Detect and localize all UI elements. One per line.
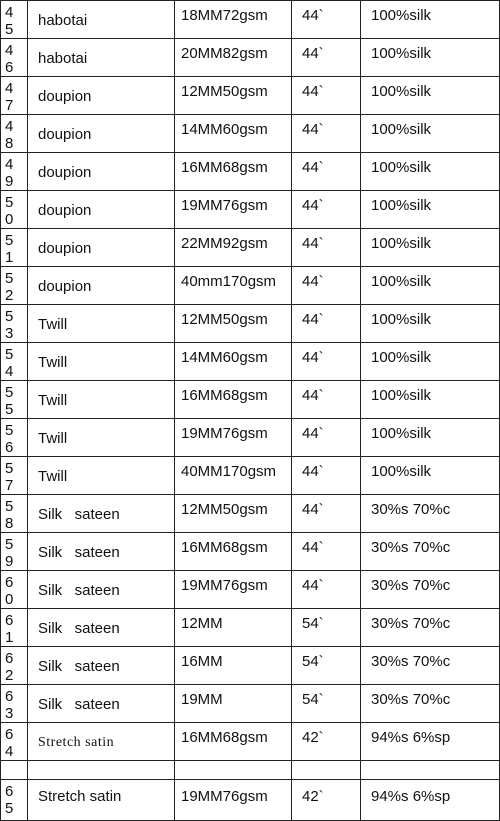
fabric-width: 44` [302, 45, 324, 62]
row-number-cell [1, 267, 28, 305]
table-body [1, 1, 500, 821]
blank-cell [1, 761, 28, 780]
fabric-name-cell [28, 39, 175, 77]
row-number-digit: 7 [5, 97, 14, 114]
row-number-digit: 6 [5, 688, 14, 705]
width-cell [292, 685, 361, 723]
fabric-weight: 16MM68gsm [181, 539, 268, 556]
weight-cell [175, 609, 292, 647]
row-number-cell [1, 305, 28, 343]
fabric-width: 54` [302, 653, 324, 670]
row-number-cell [1, 609, 28, 647]
row-number-digit: 6 [5, 783, 14, 800]
fabric-name-cell [28, 419, 175, 457]
fabric-name: doupion [38, 88, 92, 105]
fabric-weight: 19MM76gsm [181, 577, 268, 594]
row-number-digit: 4 [5, 4, 14, 21]
fabric-name: Silk sateen [38, 544, 120, 561]
row-number-cell [1, 39, 28, 77]
weight-cell [175, 381, 292, 419]
fabric-weight: 14MM60gsm [181, 121, 268, 138]
table-row [1, 153, 500, 191]
fabric-name-cell [28, 1, 175, 39]
fabric-name-cell [28, 609, 175, 647]
table-row [1, 457, 500, 495]
fabric-name: Twill [38, 468, 68, 485]
table-row [1, 571, 500, 609]
weight-cell [175, 39, 292, 77]
fabric-name-cell [28, 153, 175, 191]
fabric-composition: 100%silk [371, 463, 432, 480]
weight-cell [175, 77, 292, 115]
width-cell [292, 267, 361, 305]
fabric-width: 44` [302, 349, 324, 366]
table-row [1, 495, 500, 533]
row-number-cell [1, 77, 28, 115]
width-cell [292, 723, 361, 761]
composition-cell [361, 647, 500, 685]
table-row [1, 39, 500, 77]
table-row [1, 609, 500, 647]
composition-cell [361, 77, 500, 115]
fabric-width: 42` [302, 788, 324, 805]
row-number-cell [1, 419, 28, 457]
width-cell [292, 1, 361, 39]
composition-cell [361, 343, 500, 381]
fabric-width: 42` [302, 729, 324, 746]
fabric-composition: 30%s 70%c [371, 615, 451, 632]
row-number-digit: 0 [5, 211, 14, 228]
fabric-composition: 100%silk [371, 159, 432, 176]
fabric-composition: 100%silk [371, 235, 432, 252]
weight-cell [175, 533, 292, 571]
row-number-digit: 9 [5, 173, 14, 190]
composition-cell [361, 115, 500, 153]
width-cell [292, 419, 361, 457]
fabric-weight: 22MM92gsm [181, 235, 268, 252]
weight-cell [175, 571, 292, 609]
weight-cell [175, 780, 292, 821]
weight-cell [175, 305, 292, 343]
row-number-digit: 6 [5, 439, 14, 456]
table-row [1, 229, 500, 267]
fabric-name: Silk sateen [38, 658, 120, 675]
row-number-digit: 3 [5, 705, 14, 722]
table-row [1, 267, 500, 305]
weight-cell [175, 191, 292, 229]
composition-cell [361, 780, 500, 821]
table-row [1, 780, 500, 821]
fabric-composition: 100%silk [371, 349, 432, 366]
fabric-width: 44` [302, 7, 324, 24]
width-cell [292, 343, 361, 381]
table-row [1, 419, 500, 457]
row-number-cell [1, 571, 28, 609]
blank-cell [175, 761, 292, 780]
fabric-weight: 12MM50gsm [181, 501, 268, 518]
fabric-name: habotai [38, 12, 88, 29]
weight-cell [175, 723, 292, 761]
row-number-digit: 7 [5, 477, 14, 494]
row-number-digit: 4 [5, 80, 14, 97]
row-number-cell [1, 191, 28, 229]
row-number-cell [1, 495, 28, 533]
fabric-name-cell [28, 229, 175, 267]
width-cell [292, 495, 361, 533]
row-number-digit: 5 [5, 346, 14, 363]
composition-cell [361, 571, 500, 609]
composition-cell [361, 457, 500, 495]
row-number-digit: 2 [5, 667, 14, 684]
fabric-name-cell [28, 533, 175, 571]
composition-cell [361, 1, 500, 39]
table-row [1, 723, 500, 761]
fabric-width: 44` [302, 159, 324, 176]
row-number-cell [1, 685, 28, 723]
fabric-name: Twill [38, 392, 68, 409]
row-number-digit: 6 [5, 612, 14, 629]
blank-row [1, 761, 500, 780]
fabric-name-cell [28, 381, 175, 419]
weight-cell [175, 647, 292, 685]
fabric-name: habotai [38, 50, 88, 67]
fabric-name-cell [28, 780, 175, 821]
fabric-weight: 12MM50gsm [181, 311, 268, 328]
row-number-digit: 4 [5, 363, 14, 380]
fabric-composition: 100%silk [371, 273, 432, 290]
fabric-composition: 100%silk [371, 83, 432, 100]
width-cell [292, 381, 361, 419]
fabric-name: doupion [38, 126, 92, 143]
blank-cell [292, 761, 361, 780]
fabric-weight: 16MM68gsm [181, 729, 268, 746]
composition-cell [361, 685, 500, 723]
fabric-composition: 100%silk [371, 425, 432, 442]
fabric-composition: 100%silk [371, 387, 432, 404]
fabric-name: Silk sateen [38, 696, 120, 713]
fabric-weight: 18MM72gsm [181, 7, 268, 24]
table-row [1, 1, 500, 39]
fabric-weight: 16MM68gsm [181, 159, 268, 176]
row-number-digit: 5 [5, 401, 14, 418]
composition-cell [361, 229, 500, 267]
width-cell [292, 533, 361, 571]
row-number-cell [1, 647, 28, 685]
row-number-digit: 5 [5, 536, 14, 553]
fabric-name: doupion [38, 278, 92, 295]
fabric-width: 44` [302, 501, 324, 518]
fabric-weight: 40mm170gsm [181, 273, 277, 290]
blank-cell [28, 761, 175, 780]
fabric-width: 44` [302, 387, 324, 404]
row-number-cell [1, 1, 28, 39]
fabric-name: doupion [38, 202, 92, 219]
fabric-width: 44` [302, 463, 324, 480]
width-cell [292, 229, 361, 267]
fabric-name: Stretch satin [38, 735, 115, 750]
width-cell [292, 77, 361, 115]
fabric-name: Silk sateen [38, 582, 120, 599]
table-row [1, 115, 500, 153]
table-row [1, 381, 500, 419]
weight-cell [175, 153, 292, 191]
fabric-name-cell [28, 647, 175, 685]
fabric-weight: 14MM60gsm [181, 349, 268, 366]
row-number-digit: 5 [5, 270, 14, 287]
row-number-cell [1, 229, 28, 267]
fabric-width: 54` [302, 615, 324, 632]
row-number-digit: 0 [5, 591, 14, 608]
fabric-composition: 100%silk [371, 197, 432, 214]
weight-cell [175, 267, 292, 305]
fabric-name-cell [28, 495, 175, 533]
row-number-digit: 4 [5, 42, 14, 59]
width-cell [292, 609, 361, 647]
row-number-digit: 5 [5, 460, 14, 477]
row-number-digit: 5 [5, 194, 14, 211]
weight-cell [175, 1, 292, 39]
fabric-weight: 12MM [181, 615, 223, 632]
weight-cell [175, 495, 292, 533]
fabric-width: 44` [302, 121, 324, 138]
fabric-width: 44` [302, 311, 324, 328]
composition-cell [361, 305, 500, 343]
row-number-digit: 5 [5, 422, 14, 439]
fabric-weight: 16MM68gsm [181, 387, 268, 404]
width-cell [292, 153, 361, 191]
fabric-composition: 100%silk [371, 7, 432, 24]
table-row [1, 191, 500, 229]
fabric-name-cell [28, 571, 175, 609]
fabric-width: 44` [302, 197, 324, 214]
fabric-weight: 20MM82gsm [181, 45, 268, 62]
composition-cell [361, 609, 500, 647]
fabric-name-cell [28, 267, 175, 305]
row-number-digit: 6 [5, 59, 14, 76]
width-cell [292, 305, 361, 343]
blank-cell [361, 761, 500, 780]
row-number-digit: 2 [5, 287, 14, 304]
fabric-weight: 19MM76gsm [181, 197, 268, 214]
fabric-weight: 16MM [181, 653, 223, 670]
fabric-composition: 30%s 70%c [371, 501, 451, 518]
row-number-digit: 5 [5, 308, 14, 325]
fabric-composition: 100%silk [371, 121, 432, 138]
fabric-weight: 40MM170gsm [181, 463, 277, 480]
fabric-name-cell [28, 115, 175, 153]
fabric-name: doupion [38, 164, 92, 181]
fabric-width: 44` [302, 273, 324, 290]
fabric-name: Silk sateen [38, 620, 120, 637]
width-cell [292, 39, 361, 77]
composition-cell [361, 267, 500, 305]
fabric-name: Stretch satin [38, 788, 122, 805]
row-number-cell [1, 343, 28, 381]
fabric-name: Twill [38, 430, 68, 447]
weight-cell [175, 115, 292, 153]
composition-cell [361, 723, 500, 761]
width-cell [292, 115, 361, 153]
table-row [1, 343, 500, 381]
row-number-cell [1, 381, 28, 419]
composition-cell [361, 419, 500, 457]
fabric-name-cell [28, 685, 175, 723]
composition-cell [361, 39, 500, 77]
fabric-name: Silk sateen [38, 506, 120, 523]
row-number-digit: 5 [5, 498, 14, 515]
row-number-digit: 4 [5, 156, 14, 173]
fabric-width: 54` [302, 691, 324, 708]
table-row [1, 647, 500, 685]
fabric-name-cell [28, 191, 175, 229]
fabric-composition: 100%silk [371, 45, 432, 62]
composition-cell [361, 191, 500, 229]
weight-cell [175, 419, 292, 457]
fabric-name-cell [28, 457, 175, 495]
row-number-digit: 5 [5, 800, 14, 817]
width-cell [292, 571, 361, 609]
fabric-name: doupion [38, 240, 92, 257]
composition-cell [361, 495, 500, 533]
weight-cell [175, 229, 292, 267]
row-number-digit: 8 [5, 135, 14, 152]
fabric-name: Twill [38, 316, 68, 333]
table-row [1, 685, 500, 723]
fabric-composition: 30%s 70%c [371, 539, 451, 556]
composition-cell [361, 533, 500, 571]
fabric-weight: 12MM50gsm [181, 83, 268, 100]
row-number-cell [1, 780, 28, 821]
fabric-composition: 100%silk [371, 311, 432, 328]
row-number-digit: 6 [5, 726, 14, 743]
weight-cell [175, 343, 292, 381]
row-number-digit: 5 [5, 384, 14, 401]
row-number-digit: 5 [5, 232, 14, 249]
fabric-composition: 94%s 6%sp [371, 788, 451, 805]
composition-cell [361, 381, 500, 419]
fabric-weight: 19MM76gsm [181, 425, 268, 442]
row-number-digit: 6 [5, 650, 14, 667]
fabric-name: Twill [38, 354, 68, 371]
fabric-composition: 94%s 6%sp [371, 729, 451, 746]
fabric-name-cell [28, 723, 175, 761]
table-row [1, 305, 500, 343]
fabric-width: 44` [302, 425, 324, 442]
row-number-digit: 1 [5, 629, 14, 646]
width-cell [292, 191, 361, 229]
composition-cell [361, 153, 500, 191]
row-number-digit: 5 [5, 21, 14, 38]
fabric-composition: 30%s 70%c [371, 577, 451, 594]
fabric-width: 44` [302, 577, 324, 594]
fabric-width: 44` [302, 235, 324, 252]
width-cell [292, 780, 361, 821]
row-number-cell [1, 457, 28, 495]
row-number-cell [1, 533, 28, 571]
fabric-weight: 19MM [181, 691, 223, 708]
table-row [1, 77, 500, 115]
row-number-digit: 4 [5, 743, 14, 760]
weight-cell [175, 685, 292, 723]
row-number-digit: 4 [5, 118, 14, 135]
row-number-cell [1, 115, 28, 153]
fabric-name-cell [28, 343, 175, 381]
fabric-name-cell [28, 77, 175, 115]
table-row [1, 533, 500, 571]
weight-cell [175, 457, 292, 495]
row-number-digit: 6 [5, 574, 14, 591]
fabric-width: 44` [302, 539, 324, 556]
fabric-composition: 30%s 70%c [371, 653, 451, 670]
row-number-digit: 9 [5, 553, 14, 570]
fabric-width: 44` [302, 83, 324, 100]
row-number-digit: 8 [5, 515, 14, 532]
row-number-digit: 3 [5, 325, 14, 342]
fabric-name-cell [28, 305, 175, 343]
fabric-weight: 19MM76gsm [181, 788, 268, 805]
row-number-cell [1, 723, 28, 761]
row-number-cell [1, 153, 28, 191]
width-cell [292, 647, 361, 685]
row-number-digit: 1 [5, 249, 14, 266]
fabric-composition: 30%s 70%c [371, 691, 451, 708]
width-cell [292, 457, 361, 495]
